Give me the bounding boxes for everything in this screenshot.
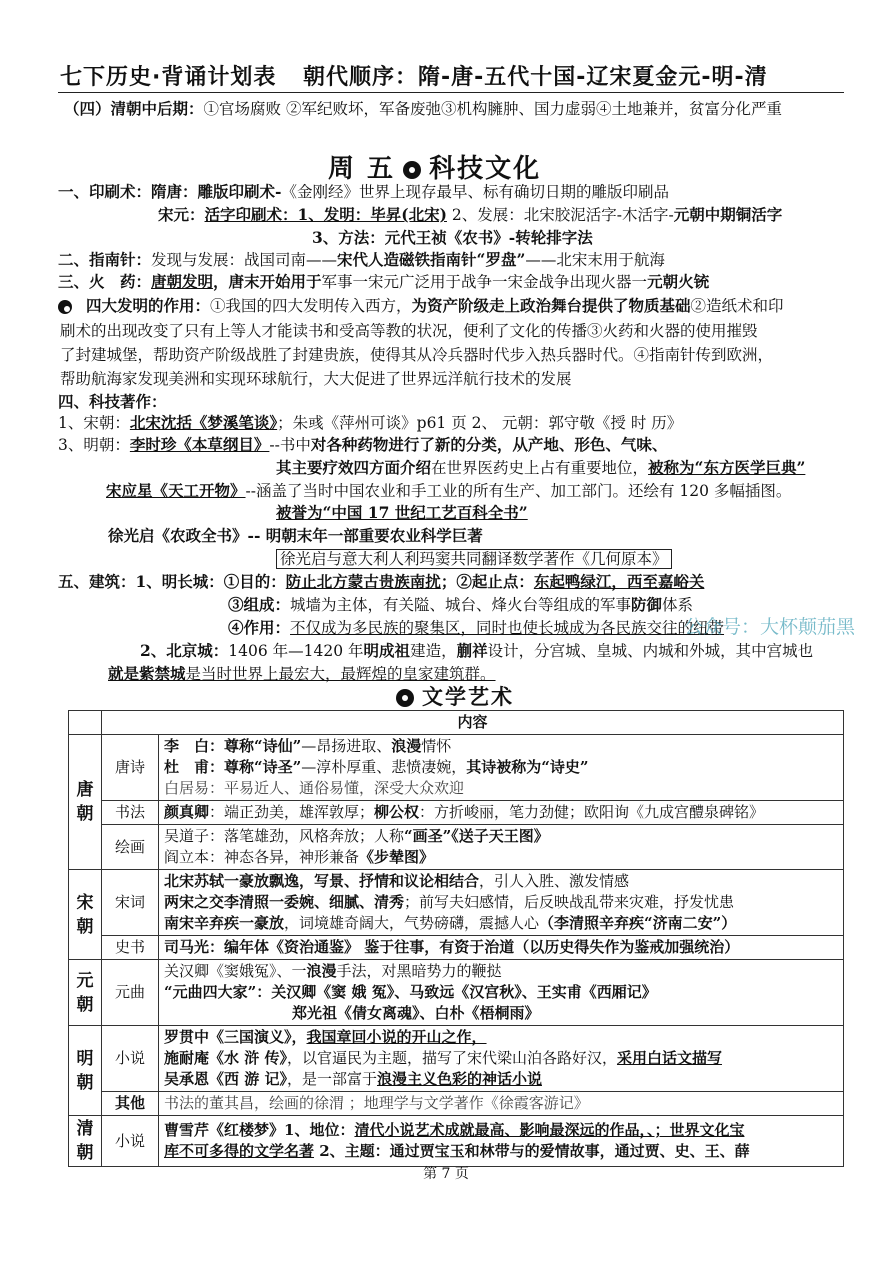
category-yuanqu: 元曲 [102,960,159,1026]
table-row [69,1092,844,1116]
wu-daozi-2: “画圣”《送子天王图》 [404,827,549,845]
qita-text: 书法的董其昌，绘画的徐渭 ；地理学与文学著作《徐霞客游记》 [164,1094,589,1112]
arch-line-2 [228,594,693,616]
guan-hanqing-3: 手法，对黑暗势力的鞭挞 [336,962,502,980]
works-line-6: 被誉为“中国 17 世纪工艺百科全书” [276,503,528,522]
dynasty-qing: 清朝 [69,1116,102,1167]
yuanqu-four: “元曲四大家”：关汉卿《窦 娥 冤》、马致远《汉宫秋》、王实甫《西厢记》 [164,983,657,1001]
shi-naian-2: ，以官逼民为主题，描写了宋代梁山泊各路好汉， [286,1049,617,1067]
table-row [69,711,844,735]
bencao-gangmu: 李时珍《本草纲目》 [129,435,270,454]
wall-purpose: 防止北方蒙古贵族南扰 [285,572,441,591]
libai-1: —昂扬进取、 [301,737,392,755]
category-huihua: 绘画 [102,825,159,870]
gunpowder-line [58,271,709,293]
section-title-tech [328,148,541,185]
watermark: 公众号：大杯颠茄黑 [684,616,856,638]
dufu-1: —淳朴厚重、悲愤凄婉， [301,758,467,776]
shi-naian-3: 采用白话文描写 [616,1049,722,1067]
wall-function: 不仅成为多民族的聚集区，同时也使长城成为各民族交往的纽带 [290,619,725,637]
wall-composition-2: 防御 [631,595,663,614]
gunpowder-label: 三、火 药： [58,272,152,291]
compass-line [58,249,665,271]
cell-qing-xiaoshuo [159,1116,844,1167]
table-row [69,936,844,960]
sima-guang-2: 鉴于往事，有资于治道（以历史得失作为鉴戒加强统治） [359,938,740,956]
yan-desc: ：端正劲美，雄浑敦厚； [209,803,375,821]
sushi: 北宋苏轼一豪放飘逸，写景、抒情和议论相结合 [164,872,480,890]
movable-type: 活字印刷术：1、发明：毕昇(北宋) [204,205,447,224]
wu-chengen-3: 浪漫主义色彩的神话小说 [376,1070,542,1088]
flower-icon [396,689,414,707]
header-title: 七下历史·背诵计划表 [60,65,277,90]
yan-liben: 阎立本：神态各异，神形兼备 [164,848,360,866]
page-number: 第 7 页 [423,1166,469,1182]
dynasty-order: 朝代顺序：隋-唐-五代十国-辽宋夏金元-明-清 [303,65,768,90]
works-line-7 [108,525,483,547]
four-inventions-line-2: 刷术的出现改变了只有上等人才能读书和受高等教的状况，便利了文化的传播③火药和火器的使用摧毁 [60,322,758,340]
four-text-3: ②造纸术和印 [690,297,784,315]
wall-range: 东起鸭绿江，西至嘉峪关 [533,572,705,591]
dynasty-tang: 唐朝 [69,735,102,870]
qing-late-text: ①官场腐败 ②军纪败坏，军备废弛③机构臃肿、国力虚弱④土地兼并，贫富分化严重 [203,100,782,118]
beijing-label: 2、北京城： [140,641,229,660]
arch-line-1 [58,571,704,593]
works-song-rest: ；朱彧《萍州可谈》p61 页 2、 元朝：郭守敬《授 时 历》 [277,414,683,432]
category-qing-xiaoshuo: 小说 [102,1116,159,1167]
printing-line-1 [58,181,669,203]
works-line-3 [58,434,667,456]
four-inventions-line-1 [58,295,784,317]
jinan-eran: （李清照辛弃疾“济南二安”） [539,914,737,932]
table-row [69,801,844,825]
forbidden-city: 就是紫禁城 [108,664,186,683]
compass-text-1: 发现与发展：战国司南—— [151,251,338,269]
guan-hanqing: 关汉卿《窦娥冤》、一 [164,962,307,980]
sima-guang: 司马光：编年体《资治通鉴》 [164,938,360,956]
printing-text: 《金刚经》世界上现存最早、标有确切日期的雕版印刷品 [281,183,669,201]
yan-liben-2: 《步辇图》 [359,848,435,866]
baijuyi: 白居易：平易近人、通俗易懂，深受大众欢迎 [164,779,465,797]
section-day: 周 五 [328,154,396,184]
compass-text-2: 宋代人造磁铁指南针“罗盘” [337,250,526,269]
libai: 李 白：尊称“诗仙” [164,737,302,755]
category-songci: 宋词 [102,870,159,936]
bencao-title: 被称为“东方医学巨典” [648,458,806,477]
gunpowder-tang: 唐朝发明 [151,272,214,291]
literature-title-text: 文学艺术 [422,685,514,709]
yuanqu-four-2: 郑光祖《倩女离魂》、白朴《梧桐雨》 [292,1004,540,1022]
four-inventions-line-3: 了封建城堡，帮助资产阶级战胜了封建贵族，使得其从冷兵器时代步入热兵器时代。④指南针传到欧洲， [60,346,774,364]
section-topic: 科技文化 [429,154,542,184]
wall-composition-3: 体系 [662,596,694,614]
category-tangshi: 唐诗 [102,735,159,801]
works-dash: --书中 [269,436,311,454]
four-inventions-line-4: 帮助航海家发现美洲和实现环球航行，大大促进了世界远洋航行技术的发展 [60,370,572,388]
arch-line-4 [140,640,813,662]
printing-line-3: 3、方法：元代王祯《农书》-转轮排字法 [312,228,593,247]
works-line-1 [58,412,682,434]
libai-2: 浪漫 [391,737,422,755]
forbidden-city-desc: 是当时世界上最宏大，最辉煌的皇家建筑群。 [185,665,496,683]
dufu: 杜 甫：尊称“诗圣” [164,758,302,776]
movable-development: 2、发展：北宋胶泥活字-木活字- [446,206,674,224]
xin-qiji-2: ，词境雄奇阔大，气势磅礴，震撼人心 [284,914,540,932]
cell-shufa [159,801,844,825]
cell-qita [159,1092,844,1116]
cao-xueqin: 曹雪芹《红楼梦》1、地位： [164,1121,355,1139]
nongzheng-desc: -- 明朝末年一部重要农业科学巨著 [247,526,483,545]
cell-shishu [159,936,844,960]
arch-label: 五、建筑：1、明长城：①目的： [58,572,286,591]
yan-zhenqing: 颜真卿 [164,803,210,821]
jihe-yuanben-box: 徐光启与意大利人利玛窦共同翻译数学著作《几何原本》 [276,549,672,569]
four-text-1: ①我国的四大发明传入西方， [210,297,412,315]
bencao-desc-2: 其主要疗效四方面介绍 [276,458,432,477]
libai-3: 情怀 [421,737,452,755]
works-title: 四、科技著作： [58,392,167,411]
table-row [69,1116,844,1167]
wu-chengen-2: ，是一部富于 [286,1070,377,1088]
page-header [60,60,768,91]
xin-qiji: 南宋辛弃疾一豪放 [164,914,285,932]
copper-type: 元朝中期铜活字 [673,205,783,224]
printing-label: 一、印刷术：隋唐：雕版印刷术- [58,182,282,201]
arch-line-3 [228,617,724,639]
dynasty-yuan: 元朝 [69,960,102,1026]
li-qingzhao-2: ；前写夫妇感情，后反映战乱带来灾难，抒发忧患 [404,893,735,911]
qing-late-line [64,98,782,120]
cell-tangshi [159,735,844,801]
compass-text-3: ——北宋末用于航海 [525,251,665,269]
qing-late-label: （四）清朝中后期： [64,99,204,118]
bencao-desc-1: 对各种药物进行了新的分类，从产地、形色、气味、 [310,435,668,454]
wu-chengen: 吴承恩《西 游 记》 [164,1070,287,1088]
bullet-flower-icon [58,300,72,314]
cell-songci [159,870,844,936]
dufu-2: 其诗被称为“诗史” [466,758,589,776]
songyuan-label: 宋元： [158,205,205,224]
works-ming-label: 3、明朝： [58,436,130,454]
liu-desc: ：方折峻丽，笔力劲健；欧阳询《九成宫醴泉碑铭》 [419,803,765,821]
compass-label: 二、指南针： [58,250,152,269]
four-text-2: 为资产阶级走上政治舞台提供了物质基础 [411,296,691,315]
table-row [69,1026,844,1092]
luo-guanzhong: 罗贯中《三国演义》， [164,1028,307,1046]
wall-range-label: ；②起止点： [440,572,534,591]
flower-icon [403,161,421,179]
mengxi-bitan: 北宋沈括《梦溪笔谈》 [129,413,278,432]
works-line-5 [106,480,791,502]
category-qita: 其他 [102,1092,159,1116]
cell-yuanqu [159,960,844,1026]
cao-xueqin-2: 清代小说艺术成就最高、影响最深远的作品，、；世界文化宝 [354,1121,745,1139]
gunpowder-text-2: 军事一宋元广泛用于战争一宋金战争出现火器一 [321,273,648,291]
wall-composition-label: ③组成： [228,595,291,614]
four-label: 四大发明的作用： [86,296,211,315]
dynasty-song: 宋朝 [69,870,102,960]
table-row [69,735,844,801]
beijing-built: 建造， [410,642,457,660]
liu-gongquan: 柳公权 [374,803,420,821]
cao-xueqin-4: 2、主题：通过贾宝玉和林带与的爱情故事，通过贾、史、王、薛 [314,1142,750,1160]
dynasty-ming: 明朝 [69,1026,102,1116]
section-title-literature [388,681,514,711]
works-song-label: 1、宋朝： [58,414,130,432]
cao-xueqin-3: 库不可多得的文学名著 [164,1142,315,1160]
tiangong-desc: --涵盖了当时中国农业和手工业的所有生产、加工部门。还绘有 120 多幅插图。 [245,482,792,500]
tiangong-kaiwu: 宋应星《天工开物》 [106,481,246,500]
luo-guanzhong-2: 我国章回小说的开山之作， [306,1028,487,1046]
shi-naian: 施耐庵《水 浒 传》 [164,1049,287,1067]
beijing-layout: 设计，分宫城、皇城、内城和外城，其中宫城也 [487,642,814,660]
printing-line-2 [158,204,782,226]
table-row [69,960,844,1026]
gunpowder-text-3: 元朝火铳 [647,272,710,291]
gunpowder-text-1: ，唐末开始用于 [213,272,322,291]
cell-huihua [159,825,844,870]
table-row [69,870,844,936]
category-shishu: 史书 [102,936,159,960]
table-header: 内容 [102,711,844,735]
sushi-2: ，引人入胜、激发情感 [479,872,630,890]
beijing-emperor: 明成祖 [363,641,411,660]
nongzheng-quanshu: 徐光启《农政全书》 [108,526,248,545]
table-row [69,825,844,870]
bencao-desc-3: 在世界医药史上占有重要地位， [431,459,649,477]
works-line-4 [276,457,805,479]
wall-function-label: ④作用： [228,618,291,637]
header-rule [58,92,844,93]
li-qingzhao: 两宋之交李清照一委婉、细腻、清秀 [164,893,405,911]
table-corner [69,711,102,735]
cell-ming-xiaoshuo [159,1026,844,1092]
beijing-years: 1406 年—1420 年 [228,642,364,660]
category-shufa: 书法 [102,801,159,825]
literature-table [68,710,844,1167]
beijing-designer: 蒯祥 [456,641,488,660]
category-ming-xiaoshuo: 小说 [102,1026,159,1092]
wall-composition-1: 城墙为主体，有关隘、城台、烽火台等组成的军事 [290,596,632,614]
works-line-8 [276,548,672,570]
wu-daozi: 吴道子：落笔雄劲，风格奔放；人称 [164,827,405,845]
guan-hanqing-2: 浪漫 [306,962,337,980]
